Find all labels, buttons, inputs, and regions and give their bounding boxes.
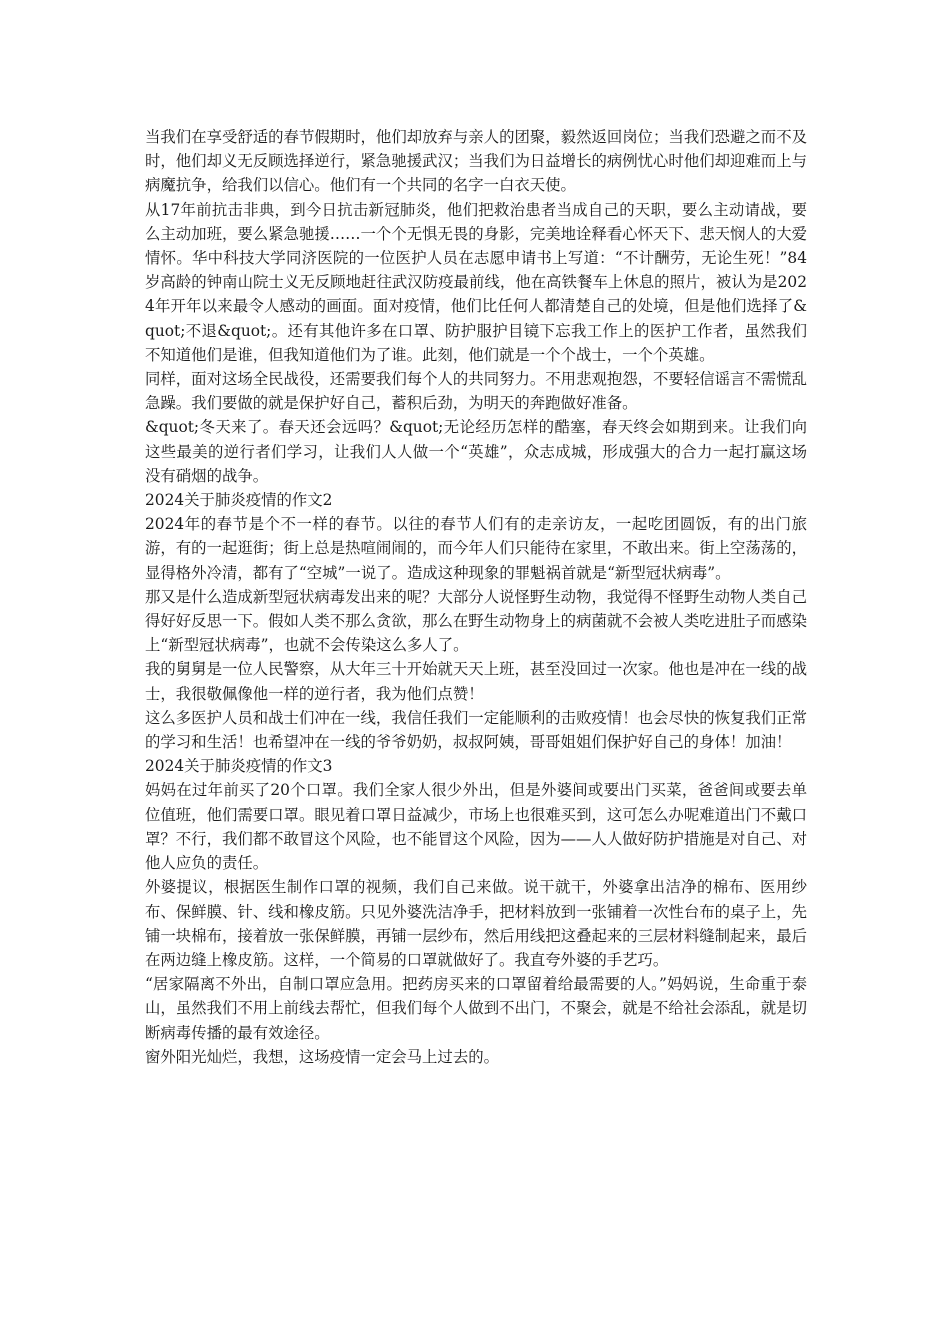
document-body (145, 125, 807, 1069)
paragraph: 这么多医护人员和战士们冲在一线，我信任我们一定能顺利的击败疫情！也会尽快的恢复我们正常的学习和生活！也希望冲在一线的爷爷奶奶，叔叔阿姨，哥哥姐姐们保护好自己的身体！加油！ (145, 708, 807, 752)
paragraph: 外婆提议，根据医生制作口罩的视频，我们自己来做。说干就干，外婆拿出洁净的棉布、医用纱布、保鲜膜、针、线和橡皮筋。只见外婆洗洁净手，把材料放到一张铺着一次性台布的桌子上，先铺一块棉布，接着放一张保鲜膜，再铺一层纱布，然后用线把这叠起来的三层材料缝制起来，最后在两边缝上橡皮筋。这样，一个简易的口罩就做好了。我直夸外婆的手艺巧。 (145, 878, 807, 969)
paragraph: 那又是什么造成新型冠状病毒发出来的呢？大部分人说怪野生动物，我觉得不怪野生动物人类自己得好好反思一下。假如人类不那么贪欲，那么在野生动物身上的病菌就不会被人类吃进肚子而感染上“新型冠状病毒”，也就不会传染这么多人了。 (145, 587, 807, 655)
paragraph: 2024年的春节是个不一样的春节。以往的春节人们有的走亲访友，一起吃团圆饭，有的出门旅游，有的一起逛街；街上总是热喧闹闹的，而今年人们只能待在家里，不敢出来。街上空荡荡的，显得格外冷清，都有了“空城”一说了。造成这种现象的罪魁祸首就是“新型冠状病毒”。 (145, 515, 807, 582)
section-heading: 2024关于肺炎疫情的作文3 (145, 757, 333, 776)
paragraph: 当我们在享受舒适的春节假期时，他们却放弃与亲人的团聚，毅然返回岗位；当我们恐避之而不及时，他们却义无反顾选择逆行，紧急驰援武汉；当我们为日益增长的病例忧心时他们却迎难而上与病魔抗争，给我们以信心。他们有一个共同的名字一白衣天使。 (145, 128, 807, 195)
paragraph: 我的舅舅是一位人民警察，从大年三十开始就天天上班，甚至没回过一次家。他也是冲在一线的战士，我很敬佩像他一样的逆行者，我为他们点赞！ (145, 660, 807, 703)
paragraph: 从17年前抗击非典，到今日抗击新冠肺炎，他们把救治患者当成自己的天职，要么主动请战，要么主动加班，要么紧急驰援……一个个无惧无畏的身影，完美地诠释看心怀天下、悲天悯人的大爱情怀。华中科技大学同济医院的一位医护人员在志愿申请书上写道：“不计酬劳，无论生死！”84岁高龄的钟南山院士义无反顾地赶往武汉防疫最前线，他在高铁餐车上休息的照片，被认为是2024年开年以来最令人感动的画面。面对疫情，他们比任何人都清楚自己的处境，但是他们选择了&quot;不退&quot;。还有其他许多在口罩、防护服护目镜下忘我工作上的医护工作者，虽然我们不知道他们是谁，但我知道他们为了谁。此刻，他们就是一个个战士，一个个英雄。 (145, 200, 807, 364)
paragraph: 窗外阳光灿烂，我想，这场疫情一定会马上过去的。 (145, 1047, 499, 1066)
paragraph: 同样，面对这场全民战役，还需要我们每个人的共同努力。不用悲观抱怨，不要轻信谣言不需慌乱急躁。我们要做的就是保护好自己，蓄积后劲，为明天的奔跑做好准备。 (145, 370, 807, 413)
paragraph: &quot;冬天来了。春天还会远吗？&quot;无论经历怎样的酷塞，春天终会如期到来。让我们向这些最美的逆行者们学习，让我们人人做一个“英雄”，众志成城，形成强大的合力一起打赢这场没有硝烟的战争。 (145, 418, 807, 485)
section-heading: 2024关于肺炎疫情的作文2 (145, 491, 333, 510)
paragraph: “居家隔离不外出，自制口罩应急用。把药房买来的口罩留着给最需要的人。”妈妈说，生命重于泰山，虽然我们不用上前线去帮忙，但我们每个人做到不出门，不聚会，就是不给社会添乱，就是切断病毒传播的最有效途径。 (145, 975, 807, 1042)
paragraph: 妈妈在过年前买了20个口罩。我们全家人很少外出，但是外婆间或要出门买菜，爸爸间或要去单位值班，他们需要口罩。眼见着口罩日益减少，市场上也很难买到，这可怎么办呢难道出门不戴口罩？不行，我们都不敢冒这个风险，也不能冒这个风险，因为——人人做好防护措施是对自己、对他人应负的责任。 (145, 781, 807, 873)
